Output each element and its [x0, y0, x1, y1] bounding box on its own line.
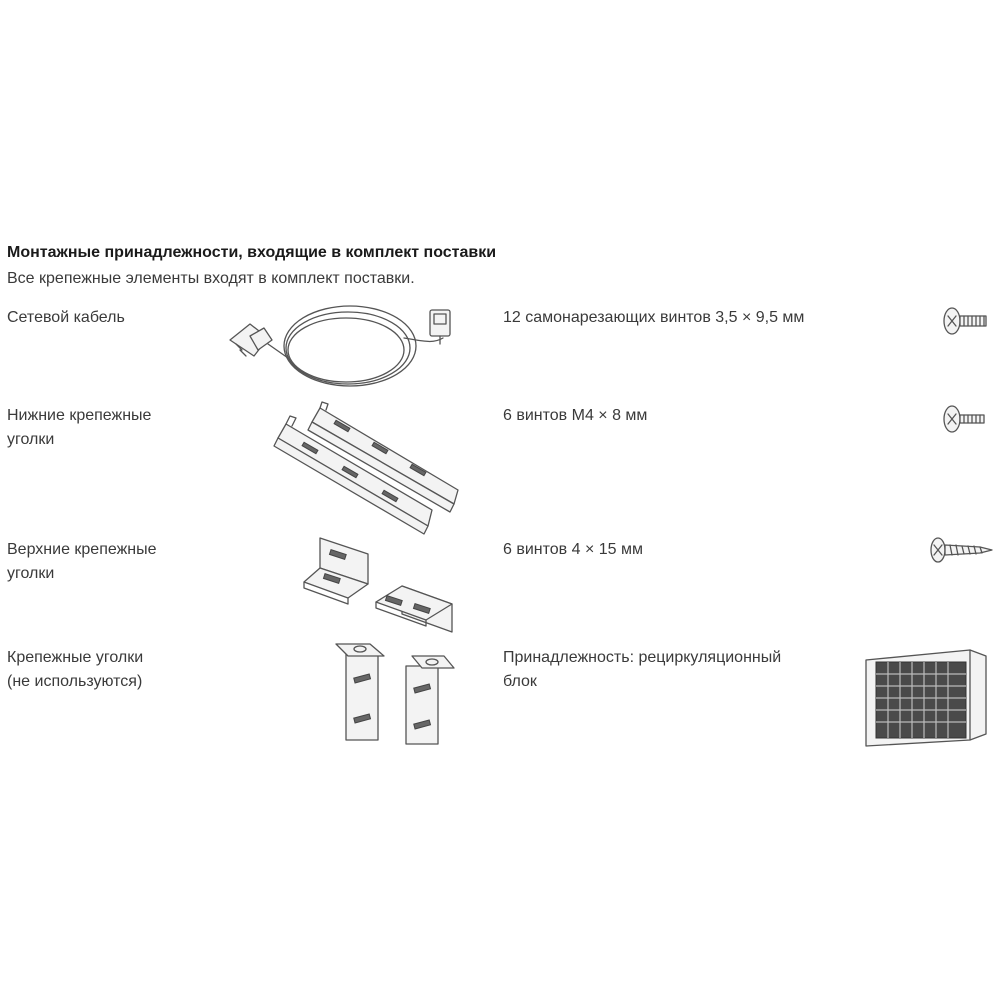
page-title: Монтажные принадлежности, входящие в комплект поставки: [7, 244, 497, 261]
item-label-self-tapping-screws: 12 самонарезающих винтов 3,5 × 9,5 мм: [503, 309, 805, 326]
upper-mounting-brackets-icon: [302, 534, 472, 644]
item-label-power-cable: Сетевой кабель: [7, 309, 125, 326]
self-tapping-screw-icon: [940, 304, 992, 340]
item-label-recirculation-module: Принадлежность: рециркуляционный блок: [503, 649, 782, 690]
page-subtitle: Все крепежные элементы входят в комплект поставки.: [7, 270, 415, 287]
item-label-upper-brackets: Верхние крепежные уголки: [7, 541, 157, 582]
machine-screw-icon: [940, 402, 992, 438]
item-label-wood-screws: 6 винтов 4 × 15 мм: [503, 541, 643, 558]
wood-screw-icon: [928, 534, 994, 568]
power-cable-icon: [228, 296, 468, 396]
lower-mounting-brackets-icon: [272, 400, 472, 540]
unused-mounting-brackets-icon: [326, 640, 466, 750]
item-label-machine-screws: 6 винтов М4 × 8 мм: [503, 407, 648, 424]
item-label-unused-brackets: Крепежные уголки (не используются): [7, 649, 144, 690]
item-label-lower-brackets: Нижние крепежные уголки: [7, 407, 152, 448]
recirculation-module-icon: [860, 642, 992, 752]
